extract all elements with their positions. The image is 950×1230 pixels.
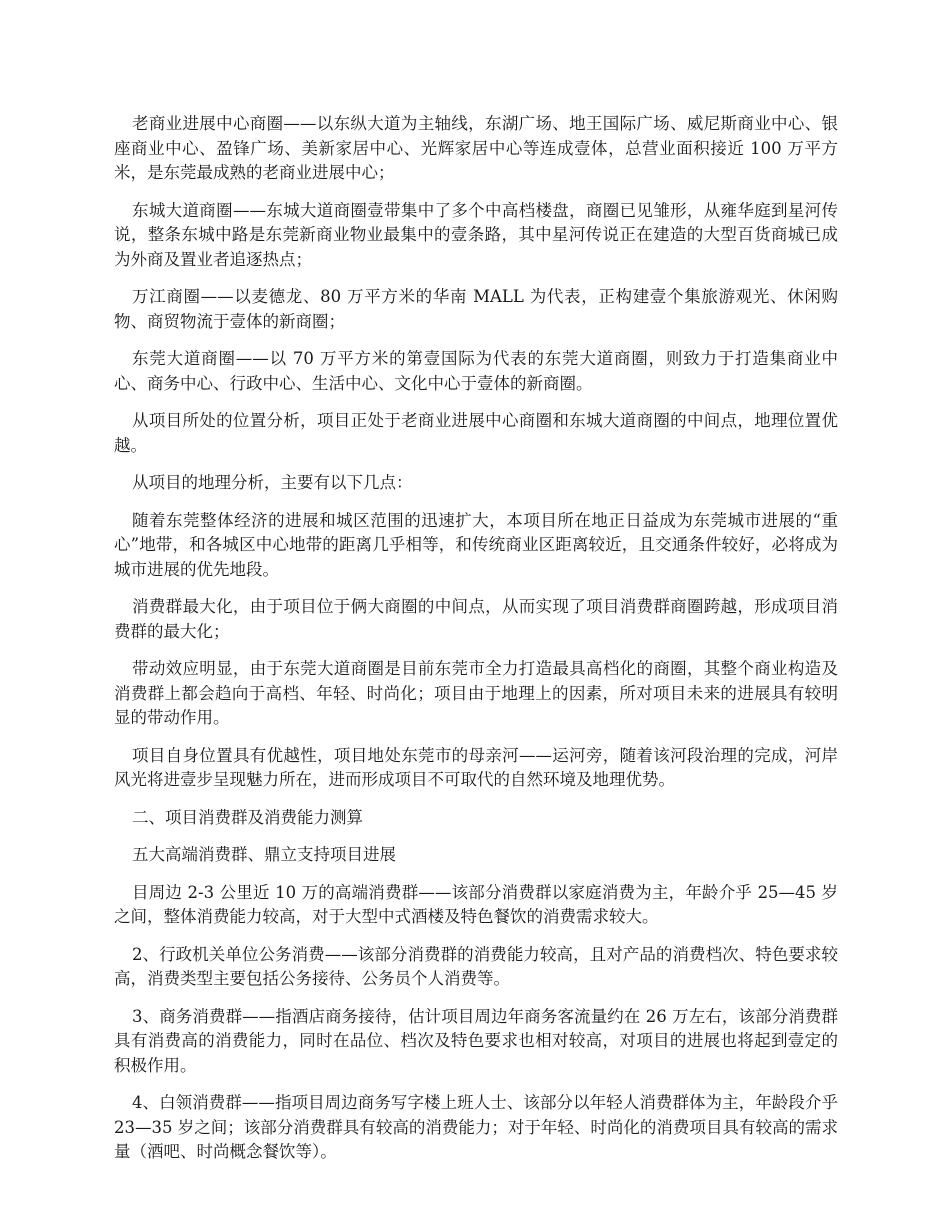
paragraph-dongcheng-avenue-circle: 东城大道商圈——东城大道商圈壹带集中了多个中高档楼盘，商圈已见雏形，从雍华庭到星河传说，整条东城中路是东莞新商业物业最集中的壹条路，其中星河传说正在建造的大型百货商城已成为外商及置业者追逐热点；	[114, 200, 838, 269]
paragraph-wanjiang-circle: 万江商圈——以麦德龙、80 万平方米的华南 MALL 为代表，正构建壹个集旅游观光、休闲购物、商贸物流于壹体的新商圈；	[114, 287, 838, 331]
paragraph-driving-effect: 带动效应明显，由于东莞大道商圈是目前东莞市全力打造最具高档化的商圈，其整个商业构造及消费群上都会趋向于高档、年轻、时尚化；项目由于地理上的因素，所对项目未来的进展具有较明显的带动作用。	[114, 659, 838, 727]
paragraph-white-collar-consumers: 4、白领消费群——指项目周边商务写字楼上班人士、该部分以年轻人消费群体为主，年龄段介乎 23—35 岁之间；该部分消费群具有较高的消费能力；对于年轻、时尚化的消费项目具有较高的需求量（酒吧、时尚概念餐饮等）。	[114, 1093, 838, 1161]
document-page	[114, 112, 838, 1178]
paragraph-location-analysis: 从项目所处的位置分析，项目正处于老商业进展中心商圈和东城大道商圈的中间点，地理位置优越。	[114, 411, 838, 455]
paragraph-location-advantage: 项目自身位置具有优越性，项目地处东莞市的母亲河——运河旁，随着该河段治理的完成，河岸风光将进壹步呈现魅力所在，进而形成项目不可取代的自然环境及地理优势。	[114, 745, 838, 789]
paragraph-high-end-consumers: 目周边 2-3 公里近 10 万的高端消费群——该部分消费群以家庭消费为主，年龄介乎 25—45 岁之间，整体消费能力较高，对于大型中式酒楼及特色餐饮的消费需求较大。	[114, 882, 838, 926]
paragraph-business-consumers: 3、商务消费群——指酒店商务接待，估计项目周边年商务客流量约在 26 万左右，该部分消费群具有消费高的消费能力，同时在品位、档次及特色要求也相对较高，对项目的进展也将起到壹定的积极作用。	[114, 1006, 838, 1075]
paragraph-geography-intro: 从项目的地理分析，主要有以下几点：	[132, 473, 413, 492]
paragraph-old-commercial-circle: 老商业进展中心商圈——以东纵大道为主轴线，东湖广场、地王国际广场、威尼斯商业中心、银座商业中心、盈锋广场、美新家居中心、光辉家居中心等连成壹体，总营业面积接近 100 万平方米，是东莞最成熟的老商业进展中心；	[114, 114, 838, 182]
section-heading-consumers: 二、项目消费群及消费能力测算	[132, 807, 363, 827]
paragraph-city-center: 随着东莞整体经济的进展和城区范围的迅速扩大，本项目所在地正日益成为东莞城市进展的“重心”地带，和各城区中心地带的距离几乎相等，和传统商业区距离较近，且交通条件较好，必将成为城市进展的优先地段。	[114, 510, 838, 579]
paragraph-government-consumption: 2、行政机关单位公务消费——该部分消费群的消费能力较高，且对产品的消费档次、特色要求较高，消费类型主要包括公务接待、公务员个人消费等。	[114, 944, 838, 988]
paragraph-consumer-maximization: 消费群最大化，由于项目位于俩大商圈的中间点，从而实现了项目消费群商圈跨越，形成项目消费群的最大化；	[114, 597, 838, 641]
paragraph-dongguan-avenue-circle: 东莞大道商圈——以 70 万平方米的第壹国际为代表的东莞大道商圈，则致力于打造集商业中心、商务中心、行政中心、生活中心、文化中心于壹体的新商圈。	[114, 349, 838, 393]
subheading-five-consumer-groups: 五大高端消费群、鼎立支持项目进展	[132, 845, 396, 864]
